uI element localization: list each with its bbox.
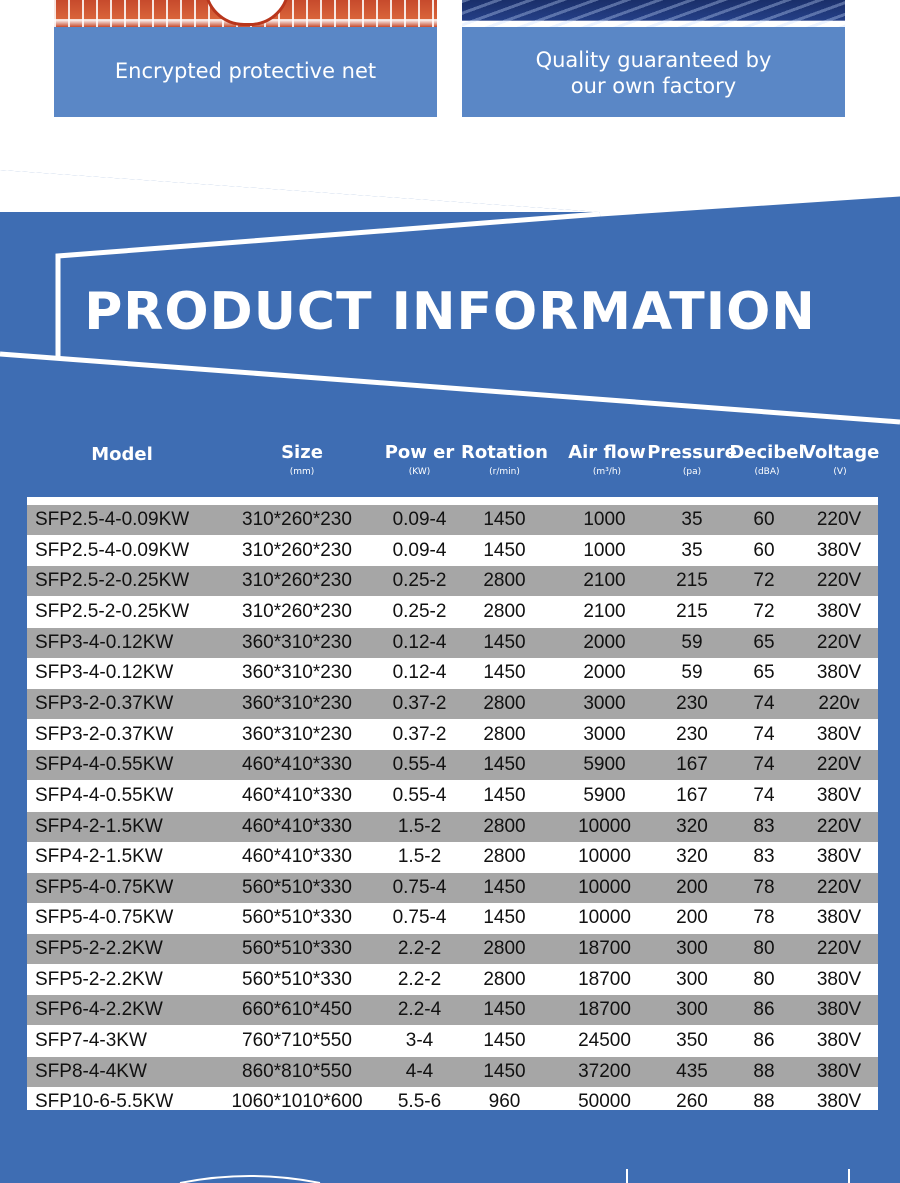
table-row bbox=[27, 505, 878, 535]
cell-air-flow: 1000 bbox=[583, 539, 626, 561]
cell-decibel: 65 bbox=[753, 631, 775, 653]
cell-size: 460*410*330 bbox=[242, 846, 352, 868]
table-row bbox=[27, 1026, 878, 1056]
cell-pressure: 35 bbox=[681, 509, 703, 530]
section-title: PRODUCT INFORMATION bbox=[84, 282, 816, 342]
cell-decibel: 83 bbox=[753, 815, 775, 837]
cell-size: 560*510*330 bbox=[242, 907, 352, 929]
cell-power: 0.37-2 bbox=[392, 723, 447, 745]
cell-model: SFP7-4-3KW bbox=[35, 1030, 147, 1052]
cell-air-flow: 3000 bbox=[583, 723, 626, 745]
cell-air-flow: 2100 bbox=[583, 600, 626, 622]
feature-text-line: Encrypted protective net bbox=[114, 59, 377, 83]
cell-pressure: 320 bbox=[676, 815, 708, 837]
cell-decibel: 60 bbox=[753, 539, 775, 561]
cell-voltage: 380V bbox=[816, 723, 862, 745]
cell-decibel: 78 bbox=[753, 907, 775, 929]
feature-card-protective-net bbox=[54, 0, 437, 117]
table-row bbox=[27, 781, 878, 811]
cell-power: 5.5-6 bbox=[397, 1091, 442, 1113]
cell-pressure: 215 bbox=[676, 600, 708, 622]
cell-pressure: 167 bbox=[676, 784, 708, 806]
bottom-decoration bbox=[0, 1165, 900, 1183]
cell-power: 2.2-4 bbox=[397, 999, 442, 1021]
cell-rotation: 960 bbox=[488, 1091, 521, 1113]
cell-pressure: 200 bbox=[676, 876, 708, 898]
cell-air-flow: 10000 bbox=[578, 907, 631, 929]
cell-pressure: 300 bbox=[676, 999, 708, 1021]
cell-decibel: 60 bbox=[753, 509, 775, 530]
cell-air-flow: 10000 bbox=[578, 846, 631, 868]
product-information-section bbox=[0, 170, 900, 1183]
cell-decibel: 80 bbox=[753, 938, 775, 960]
cell-voltage: 380V bbox=[816, 999, 862, 1021]
cell-voltage: 380V bbox=[816, 539, 862, 561]
table-row bbox=[27, 1057, 878, 1087]
cell-power: 2.2-2 bbox=[397, 968, 442, 990]
feature-card-text bbox=[54, 58, 437, 84]
cell-voltage: 380V bbox=[816, 662, 862, 684]
cell-decibel: 86 bbox=[753, 999, 775, 1021]
cell-rotation: 1450 bbox=[483, 907, 526, 929]
table-row bbox=[27, 1087, 878, 1117]
cell-model: SFP2.5-2-0.25KW bbox=[35, 600, 190, 622]
cell-rotation: 1450 bbox=[483, 1060, 526, 1082]
cell-rotation: 1450 bbox=[483, 784, 526, 806]
cell-rotation: 1450 bbox=[483, 754, 526, 776]
table-row bbox=[27, 965, 878, 995]
cell-pressure: 320 bbox=[676, 846, 708, 868]
cell-pressure: 230 bbox=[676, 692, 708, 714]
cell-voltage: 220v bbox=[818, 692, 860, 714]
cell-decibel: 74 bbox=[753, 692, 775, 714]
cell-power: 3-4 bbox=[405, 1030, 434, 1052]
cell-rotation: 1450 bbox=[483, 876, 526, 898]
cell-model: SFP2.5-4-0.09KW bbox=[35, 509, 190, 530]
cell-air-flow: 37200 bbox=[578, 1060, 631, 1082]
cell-decibel: 78 bbox=[753, 876, 775, 898]
cell-decibel: 88 bbox=[753, 1091, 775, 1113]
cell-size: 460*410*330 bbox=[242, 754, 352, 776]
cell-rotation: 1450 bbox=[483, 539, 526, 561]
cell-voltage: 380V bbox=[816, 600, 862, 622]
column-header-model: Model bbox=[91, 444, 153, 465]
cell-power: 2.2-2 bbox=[397, 938, 442, 960]
table-row bbox=[27, 750, 878, 780]
cell-voltage: 380V bbox=[816, 1060, 862, 1082]
cell-decibel: 86 bbox=[753, 1030, 775, 1052]
table-row bbox=[27, 536, 878, 566]
cell-rotation: 2800 bbox=[483, 723, 526, 745]
cell-model: SFP4-2-1.5KW bbox=[35, 815, 163, 837]
cell-size: 360*310*230 bbox=[242, 723, 352, 745]
cell-voltage: 220V bbox=[816, 570, 862, 592]
cell-voltage: 220V bbox=[816, 938, 862, 960]
cell-size: 1060*1010*600 bbox=[231, 1091, 363, 1113]
cell-size: 460*410*330 bbox=[242, 784, 352, 806]
cell-size: 310*260*230 bbox=[242, 570, 352, 592]
cell-rotation: 2800 bbox=[483, 968, 526, 990]
cell-size: 860*810*550 bbox=[242, 1060, 352, 1082]
cell-air-flow: 10000 bbox=[578, 876, 631, 898]
cell-rotation: 2800 bbox=[483, 692, 526, 714]
cell-model: SFP5-4-0.75KW bbox=[35, 876, 174, 898]
cell-power: 1.5-2 bbox=[397, 815, 442, 837]
cell-model: SFP4-4-0.55KW bbox=[35, 754, 174, 776]
cell-power: 0.37-2 bbox=[392, 692, 447, 714]
cell-pressure: 59 bbox=[681, 631, 703, 653]
table-header bbox=[27, 442, 878, 494]
column-header-size: Size (mm) bbox=[281, 442, 323, 477]
table-row bbox=[27, 842, 878, 872]
cell-size: 460*410*330 bbox=[242, 815, 352, 837]
cell-air-flow: 10000 bbox=[578, 815, 631, 837]
cell-rotation: 2800 bbox=[483, 570, 526, 592]
feature-text-line: Quality guaranteed by bbox=[535, 48, 772, 72]
cell-air-flow: 2000 bbox=[583, 631, 626, 653]
cell-decibel: 74 bbox=[753, 754, 775, 776]
cell-air-flow: 18700 bbox=[578, 938, 631, 960]
cell-air-flow: 5900 bbox=[583, 754, 626, 776]
table-row bbox=[27, 597, 878, 627]
cell-rotation: 2800 bbox=[483, 846, 526, 868]
table-row bbox=[27, 566, 878, 596]
cell-model: SFP8-4-4KW bbox=[35, 1060, 147, 1082]
cell-voltage: 380V bbox=[816, 907, 862, 929]
column-header-air-flow: Air flow (m³/h) bbox=[568, 442, 646, 477]
cell-size: 760*710*550 bbox=[242, 1030, 352, 1052]
cell-decibel: 74 bbox=[753, 723, 775, 745]
table-row bbox=[27, 934, 878, 964]
column-header-rotation: Rotation (r/min) bbox=[461, 442, 548, 477]
cell-rotation: 2800 bbox=[483, 938, 526, 960]
cell-air-flow: 24500 bbox=[578, 1030, 631, 1052]
cell-air-flow: 2100 bbox=[583, 570, 626, 592]
table-row bbox=[27, 720, 878, 750]
cell-voltage: 380V bbox=[816, 968, 862, 990]
cell-air-flow: 18700 bbox=[578, 968, 631, 990]
cell-model: SFP3-4-0.12KW bbox=[35, 631, 174, 653]
table-row bbox=[27, 873, 878, 903]
cell-model: SFP2.5-4-0.09KW bbox=[35, 539, 190, 561]
feature-card-factory-quality bbox=[462, 0, 845, 117]
cell-pressure: 215 bbox=[676, 570, 708, 592]
cell-pressure: 300 bbox=[676, 938, 708, 960]
cell-size: 660*610*450 bbox=[242, 999, 352, 1021]
cell-pressure: 230 bbox=[676, 723, 708, 745]
cell-decibel: 83 bbox=[753, 846, 775, 868]
cell-voltage: 380V bbox=[816, 1030, 862, 1052]
cell-rotation: 2800 bbox=[483, 600, 526, 622]
cell-air-flow: 2000 bbox=[583, 662, 626, 684]
cell-decibel: 72 bbox=[753, 570, 775, 592]
cell-power: 0.55-4 bbox=[392, 754, 447, 776]
cell-power: 0.55-4 bbox=[392, 784, 447, 806]
cell-air-flow: 5900 bbox=[583, 784, 626, 806]
cell-model: SFP4-4-0.55KW bbox=[35, 784, 174, 806]
cell-voltage: 220V bbox=[816, 815, 862, 837]
cell-size: 310*260*230 bbox=[242, 509, 352, 530]
cell-model: SFP4-2-1.5KW bbox=[35, 846, 163, 868]
cell-power: 0.25-2 bbox=[392, 570, 447, 592]
cell-decibel: 74 bbox=[753, 784, 775, 806]
table-row bbox=[27, 995, 878, 1025]
cell-rotation: 1450 bbox=[483, 662, 526, 684]
cell-air-flow: 50000 bbox=[578, 1091, 631, 1113]
cell-pressure: 260 bbox=[676, 1091, 708, 1113]
cell-pressure: 59 bbox=[681, 662, 703, 684]
cell-power: 4-4 bbox=[405, 1060, 434, 1082]
cell-air-flow: 3000 bbox=[583, 692, 626, 714]
table-row bbox=[27, 628, 878, 658]
cell-power: 0.09-4 bbox=[392, 509, 447, 530]
cell-pressure: 435 bbox=[676, 1060, 708, 1082]
table-row bbox=[27, 812, 878, 842]
cell-size: 360*310*230 bbox=[242, 692, 352, 714]
cell-rotation: 1450 bbox=[483, 509, 526, 530]
cell-model: SFP6-4-2.2KW bbox=[35, 999, 163, 1021]
table-row bbox=[27, 903, 878, 933]
feature-text-line: our own factory bbox=[570, 74, 737, 98]
fan-blade-photo bbox=[462, 0, 845, 27]
cell-power: 0.25-2 bbox=[392, 600, 447, 622]
cell-pressure: 200 bbox=[676, 907, 708, 929]
cell-voltage: 220V bbox=[816, 631, 862, 653]
cell-air-flow: 1000 bbox=[583, 509, 626, 530]
cell-voltage: 380V bbox=[816, 846, 862, 868]
table-row bbox=[27, 658, 878, 688]
cell-power: 0.12-4 bbox=[392, 631, 447, 653]
cell-air-flow: 18700 bbox=[578, 999, 631, 1021]
cell-pressure: 35 bbox=[681, 539, 703, 561]
cell-power: 0.12-4 bbox=[392, 662, 447, 684]
cell-rotation: 1450 bbox=[483, 1030, 526, 1052]
cell-model: SFP2.5-2-0.25KW bbox=[35, 570, 190, 592]
cell-model: SFP5-4-0.75KW bbox=[35, 907, 174, 929]
cell-power: 0.09-4 bbox=[392, 539, 447, 561]
cell-power: 0.75-4 bbox=[392, 876, 447, 898]
cell-rotation: 1450 bbox=[483, 999, 526, 1021]
cell-size: 560*510*330 bbox=[242, 876, 352, 898]
cell-size: 360*310*230 bbox=[242, 662, 352, 684]
cell-pressure: 350 bbox=[676, 1030, 708, 1052]
cell-voltage: 220V bbox=[816, 754, 862, 776]
cell-model: SFP3-2-0.37KW bbox=[35, 692, 174, 714]
cell-model: SFP10-6-5.5KW bbox=[35, 1091, 174, 1113]
cell-size: 310*260*230 bbox=[242, 539, 352, 561]
cell-decibel: 72 bbox=[753, 600, 775, 622]
cell-model: SFP5-2-2.2KW bbox=[35, 968, 163, 990]
feature-cards-section bbox=[0, 0, 900, 170]
cell-power: 1.5-2 bbox=[397, 846, 442, 868]
cell-model: SFP3-2-0.37KW bbox=[35, 723, 174, 745]
cell-power: 0.75-4 bbox=[392, 907, 447, 929]
cell-rotation: 2800 bbox=[483, 815, 526, 837]
cell-voltage: 220V bbox=[816, 509, 862, 530]
cell-size: 310*260*230 bbox=[242, 600, 352, 622]
column-header-power: Pow er (KW) bbox=[384, 442, 455, 477]
cell-model: SFP5-2-2.2KW bbox=[35, 938, 163, 960]
column-header-decibel: Decibel (dBA) bbox=[729, 442, 805, 477]
column-header-pressure: Pressure (pa) bbox=[647, 442, 737, 477]
cell-model: SFP3-4-0.12KW bbox=[35, 662, 174, 684]
cell-size: 360*310*230 bbox=[242, 631, 352, 653]
column-header-voltage: Voltage (V) bbox=[802, 442, 880, 477]
protective-net-photo bbox=[54, 0, 437, 27]
feature-card-text bbox=[462, 47, 845, 99]
product-table bbox=[27, 497, 878, 1113]
cell-voltage: 380V bbox=[816, 1091, 862, 1113]
cell-size: 560*510*330 bbox=[242, 938, 352, 960]
cell-decibel: 80 bbox=[753, 968, 775, 990]
cell-voltage: 380V bbox=[816, 784, 862, 806]
cell-pressure: 300 bbox=[676, 968, 708, 990]
cell-decibel: 65 bbox=[753, 662, 775, 684]
cell-decibel: 88 bbox=[753, 1060, 775, 1082]
table-row bbox=[27, 689, 878, 719]
cell-rotation: 1450 bbox=[483, 631, 526, 653]
cell-voltage: 220V bbox=[816, 876, 862, 898]
cell-size: 560*510*330 bbox=[242, 968, 352, 990]
cell-pressure: 167 bbox=[676, 754, 708, 776]
